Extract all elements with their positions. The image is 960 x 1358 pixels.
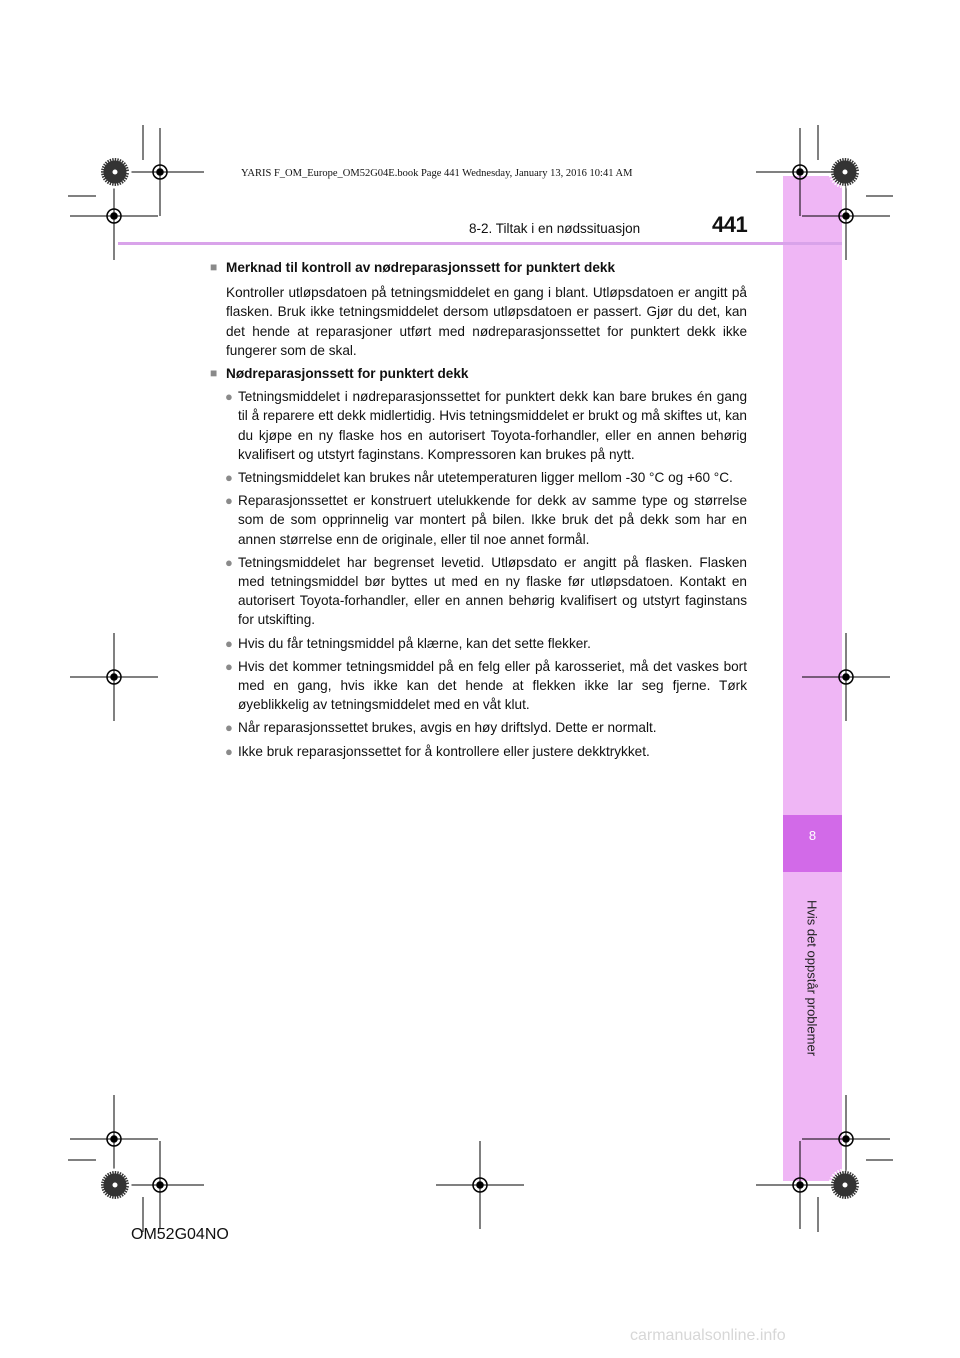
list-item: ● Tetningsmiddelet har begrenset levetid. Utløpsdato er angitt på flasken. Flasken med tetningsmiddel bør byttes ut med en ny flaske før utløpsdatoen. Kontakt en autorisert Toyota-forhandler, eller en annen behørig kvalifisert og utstyrt faginstans for utskifting. (225, 553, 747, 630)
rosette-icon (831, 1171, 859, 1199)
circle-bullet-icon: ● (225, 389, 233, 405)
book-info: YARIS F_OM_Europe_OM52G04E.book Page 441 Wednesday, January 13, 2016 10:41 AM (241, 168, 633, 179)
watermark: carmanualsonline.info (630, 1327, 786, 1344)
list-item: ● Når reparasjonssettet brukes, avgis en høy driftslyd. Dette er normalt. (225, 718, 747, 737)
page-content (210, 255, 747, 765)
crosshair-icon (802, 1095, 890, 1183)
rosette-icon (831, 158, 859, 186)
section-heading-text: Merknad til kontroll av nødreparasjonssett for punktert dekk (226, 260, 616, 275)
section-heading (210, 258, 747, 277)
crosshair-icon (756, 128, 844, 216)
circle-bullet-icon: ● (225, 635, 233, 651)
circle-bullet-icon: ● (225, 658, 233, 674)
circle-bullet-icon: ● (225, 720, 233, 736)
crosshair-icon (756, 1141, 844, 1229)
list-item: ● Tetningsmiddelet i nødreparasjonssettet for punktert dekk kan bare brukes én gang til å reparere ett dekk midlertidig. Hvis tetningsmiddelet er brukt og må skiftes ut, kan du kjøpe en ny flaske hos en autorisert Toyota-forhandler, eller en annen behørig kvalifisert og utstyrt faginstans. Kompressoren kan brukes på nytt. (225, 387, 747, 464)
rosette-icon (101, 1171, 129, 1199)
list-item: ● Hvis det kommer tetningsmiddel på en felg eller på karosseriet, må det vaskes bort med en gang, hvis ikke kan det hende at flekken ikke lar seg fjerne. Tørk øyeblikkelig av tetningsmiddelet med en våt klut. (225, 657, 747, 715)
rosette-icon (101, 158, 129, 186)
chapter-number: 8 (808, 828, 817, 843)
crosshair-icon (70, 633, 158, 721)
circle-bullet-icon: ● (225, 470, 233, 486)
square-bullet-icon: ■ (210, 366, 218, 381)
chapter-label: Hvis det oppstår problemer (804, 899, 820, 1057)
crosshair-icon (436, 1141, 524, 1229)
list-item: ● Ikke bruk reparasjonssettet for å kontrollere eller justere dekktrykket. (225, 742, 747, 761)
section-heading (210, 364, 747, 383)
list-item: ● Hvis du får tetningsmiddel på klærne, kan det sette flekker. (225, 634, 747, 653)
circle-bullet-icon: ● (225, 554, 233, 570)
list-item: ● Reparasjonssettet er konstruert utelukkende for dekk av samme type og størrelse som de som opprinnelig var montert på bilen. Ikke bruk det på dekk som har en annen størrelse enn de originale, eller til noe annet formål. (225, 491, 747, 549)
crosshair-icon (802, 633, 890, 721)
footer-code: OM52G04NO (131, 1226, 229, 1243)
list-item: ● Tetningsmiddelet kan brukes når utetemperaturen ligger mellom -30 °C og +60 °C. (225, 468, 747, 487)
section-title: 8-2. Tiltak i en nødssituasjon (469, 221, 641, 236)
section-heading-text: Nødreparasjonssett for punktert dekk (226, 366, 469, 382)
section-paragraph: Kontroller utløpsdatoen på tetningsmiddelet en gang i blant. Utløpsdatoen er angitt på flasken. Bruk ikke tetningsmiddelet dersom utløpsdatoen er passert. Gjør du det, kan det hende at reparasjoner utført med nødreparasjonssettet for punktert dekk ikke fungerer som de skal. (226, 285, 747, 358)
square-bullet-icon: ■ (210, 260, 218, 274)
circle-bullet-icon: ● (225, 493, 233, 509)
circle-bullet-icon: ● (225, 743, 233, 759)
page-number: 441 (712, 212, 748, 237)
